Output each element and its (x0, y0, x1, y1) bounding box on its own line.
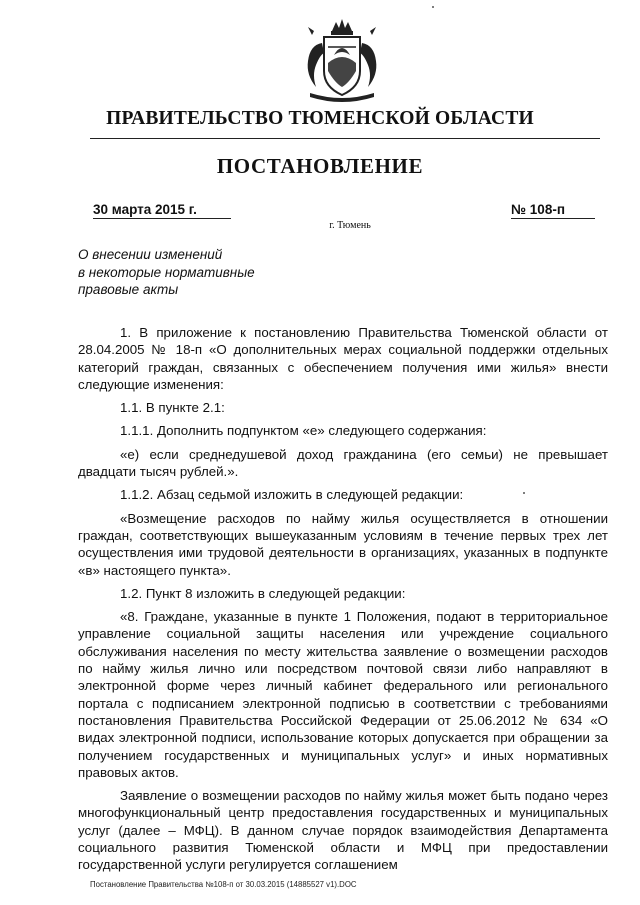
document-body (78, 324, 608, 880)
body-paragraph: 1.1. В пункте 2.1: (120, 400, 225, 416)
subject-line: О внесении изменений (78, 247, 223, 262)
file-info-footer: Постановление Правительства №108-п от 30.03.2015 (14885527 v1).DOC (90, 880, 357, 889)
title-divider (90, 138, 600, 139)
body-paragraph: «8. Граждане, указанные в пункте 1 Положения, подают в территориальное управление социальной защиты населения или учреждение социального обслуживания населения по месту жительства заявление о возмещении расходов по найму жилья лично или посредством почтовой связи либо направляют в электронной форме через личный кабинет федерального или регионального портала с подписанием электронной подписью в соответствии с требованиями постановления Правительства Российской Федерации от 25.06.2012 № 634 «О видах электронной подписи, использование которых допускается при обращении за получением государственных и муниципальных услуг» и иных нормативных правовых актов. (78, 609, 608, 780)
body-paragraph: Заявление о возмещении расходов по найму жилья может быть подано через многофункциональный центр предоставления государственных и муниципальных услуг (далее – МФЦ). В данном случае порядок взаимодействия Департамента социального развития Тюменской области и МФЦ при предоставлении государственной услуги регулируется соглашением (78, 788, 608, 873)
scan-speck (523, 492, 525, 494)
coat-of-arms-icon (294, 13, 390, 109)
document-type-heading: ПОСТАНОВЛЕНИЕ (216, 154, 424, 178)
document-subject (78, 246, 298, 299)
subject-line: правовые акты (78, 282, 179, 297)
body-paragraph: 1.1.1. Дополнить подпунктом «е» следующего содержания: (120, 423, 487, 439)
body-paragraph: 1.2. Пункт 8 изложить в следующей редакции: (120, 585, 406, 601)
body-paragraph: «Возмещение расходов по найму жилья осуществляется в отношении граждан, соответствующих вышеуказанным условиям в течение первых трех лет осуществления ими трудовой деятельности в организациях, указанных в подпункте «в» настоящего пункта». (78, 510, 608, 578)
scan-speck (432, 6, 434, 8)
subject-line: в некоторые нормативные (78, 264, 255, 280)
body-paragraph: «е) если среднедушевой доход гражданина (его семьи) не превышает двадцати тысяч рублей.». (78, 446, 608, 480)
document-date: 30 марта 2015 г. (93, 202, 231, 219)
body-paragraph: 1. В приложение к постановлению Правительства Тюменской области от 28.04.2005 № 18-п «О дополнительных мерах социальной поддержки отдельных категорий граждан, связанных с обеспечением получения ими жилья» внести следующие изменения: (78, 325, 608, 392)
document-city: г. Тюмень (329, 220, 371, 231)
document-number: № 108-п (511, 202, 595, 219)
organization-title: ПРАВИТЕЛЬСТВО ТЮМЕНСКОЙ ОБЛАСТИ (106, 108, 534, 129)
body-paragraph: 1.1.2. Абзац седьмой изложить в следующей редакции: (120, 487, 464, 503)
